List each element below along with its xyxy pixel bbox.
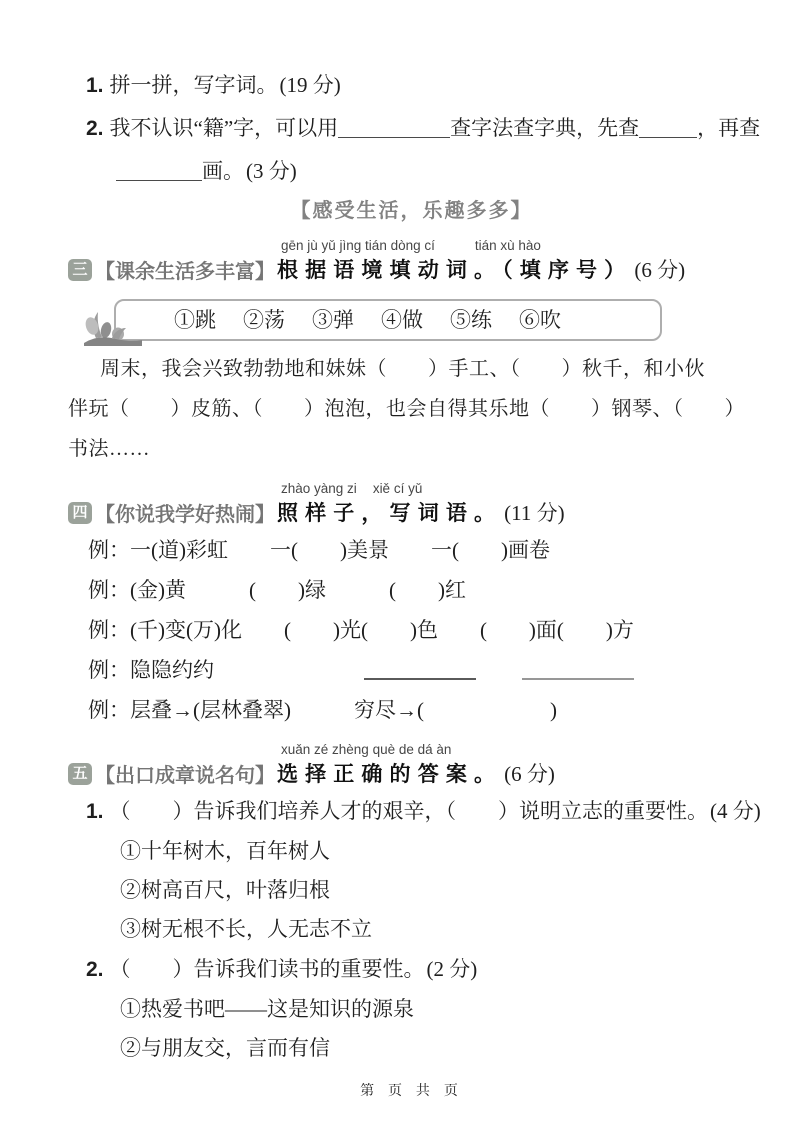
section-4-instruction-block <box>277 481 565 530</box>
section-3-instruction-block <box>277 238 685 287</box>
question-number: 2. <box>86 958 104 981</box>
choice-option: ②与朋友交，言而有信 <box>120 1036 330 1060</box>
plant-icon <box>82 304 146 346</box>
top-question-2-continued <box>68 150 755 192</box>
section-4 <box>68 481 755 730</box>
question-text: 画。 <box>202 159 244 183</box>
score-label: (4 分) <box>710 799 761 823</box>
option-item: ②荡 <box>243 308 285 332</box>
word-options-box <box>114 299 662 341</box>
question-text: ，再查 <box>697 116 761 140</box>
question-text: 查字法查字典，先查 <box>450 116 640 140</box>
answer-blank <box>364 658 476 680</box>
example-row: 例：(金)黄 ( )绿 ( )红 <box>88 578 466 602</box>
example-row: 例：一(道)彩虹 一( )美景 一( )画卷 <box>88 538 550 562</box>
paragraph-line: 周末，我会兴致勃勃地和妹妹（ ）手工、（ ）秋千，和小伙 <box>100 358 705 380</box>
option-item: ⑤练 <box>450 308 492 332</box>
fill-in-paragraph <box>68 349 755 469</box>
section-4-number-badge: 四 <box>68 502 92 524</box>
question-number: 1. <box>86 800 104 823</box>
top-question-2 <box>68 107 761 150</box>
pinyin-annotation: zhào yàng zi xiě cí yǔ <box>281 481 423 496</box>
section-3-header <box>68 238 755 287</box>
question-number: 2. <box>86 117 104 140</box>
choice-option: ①十年树木，百年树人 <box>120 839 330 863</box>
instruction-text: 照样子，写词语。 <box>277 502 503 525</box>
unit-banner-title: 【感受生活，乐趣多多】 <box>290 200 533 222</box>
paragraph-line: 书法…… <box>68 438 150 460</box>
instruction-text: 选择正确的答案。 <box>277 763 503 786</box>
section-5-number-badge: 五 <box>68 763 92 785</box>
example-row-with-blanks <box>88 650 755 690</box>
example-label: 例：隐隐约约 <box>88 658 214 682</box>
top-question-1 <box>68 64 755 107</box>
section-3-theme-label: 【课余生活多丰富】 <box>95 261 275 283</box>
section-4-header <box>68 481 755 530</box>
section-3 <box>68 238 755 469</box>
score-label: (2 分) <box>426 957 478 981</box>
section-5-instruction-block <box>277 742 555 791</box>
question-text: （ ）告诉我们培养人才的艰辛，（ ）说明立志的重要性。 <box>109 799 709 823</box>
section-5-header <box>68 742 755 791</box>
answer-blank <box>338 117 450 138</box>
choice-question-1 <box>68 791 761 832</box>
answer-blank <box>522 658 634 680</box>
choice-option: ①热爱书吧——这是知识的源泉 <box>120 997 414 1021</box>
score-label: (6 分) <box>634 258 686 282</box>
option-item: ③弹 <box>312 308 354 332</box>
section-3-number-badge: 三 <box>68 259 92 281</box>
question-text: 我不认识“籍”字，可以用 <box>109 116 339 140</box>
question-text: （ ）告诉我们读书的重要性。 <box>109 957 425 981</box>
choice-question-2 <box>68 949 755 990</box>
question-text: 拼一拼，写字词。 <box>109 73 278 97</box>
question-number: 1. <box>86 74 104 97</box>
option-item: ④做 <box>381 308 423 332</box>
example-row: 例：层叠→(层林叠翠) 穷尽→( ) <box>88 698 557 722</box>
score-label: (19 分) <box>279 73 341 97</box>
score-label: (11 分) <box>504 501 565 525</box>
instruction-text: 根据语境填动词。（填序号） <box>277 259 633 282</box>
answer-blank <box>116 160 202 181</box>
section-5 <box>68 742 761 1068</box>
choice-option: ③树无根不长，人无志不立 <box>120 917 372 941</box>
page-footer: 第 页 共 页 <box>360 1082 463 1098</box>
score-label: (3 分) <box>246 159 297 183</box>
score-label: (6 分) <box>504 762 555 786</box>
section-5-theme-label: 【出口成章说名句】 <box>95 765 275 787</box>
option-item: ①跳 <box>174 308 216 332</box>
pinyin-annotation: gēn jù yǔ jìng tián dòng cí tián xù hào <box>281 238 541 253</box>
paragraph-line: 伴玩（ ）皮筋、（ ）泡泡，也会自得其乐地（ ）钢琴、（ ） <box>68 398 745 420</box>
pinyin-annotation: xuǎn zé zhèng què de dá àn <box>281 742 452 757</box>
answer-blank <box>639 117 697 138</box>
example-row: 例：(千)变(万)化 ( )光( )色 ( )面( )方 <box>88 618 634 642</box>
section-4-theme-label: 【你说我学好热闹】 <box>95 504 275 526</box>
choice-option: ②树高百尺，叶落归根 <box>120 878 330 902</box>
option-item: ⑥吹 <box>519 308 561 332</box>
